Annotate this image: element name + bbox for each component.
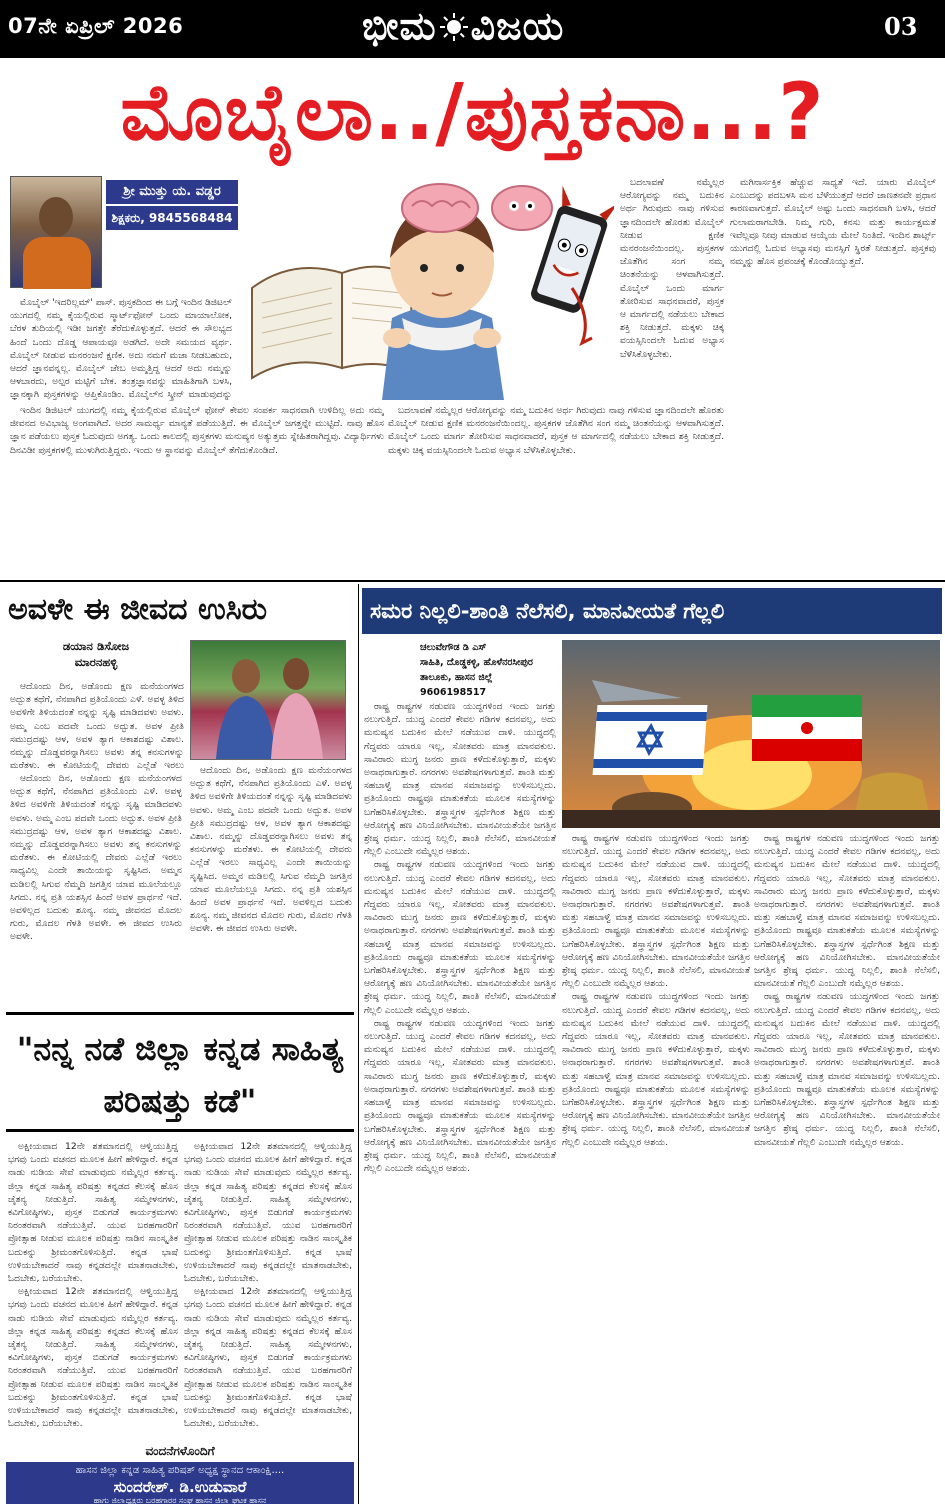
author-role: ಶಿಕ್ಷಕರು, 9845568484 — [106, 206, 238, 230]
story-two-author: ಡಯಾನ ಡಿಸೋಜ — [62, 639, 130, 653]
story-two-headline: ಅವಳೇ ಈ ಜೀವದ ಉಸಿರು — [8, 592, 268, 627]
story-three-col-a: ರಾಷ್ಟ್ರ ರಾಷ್ಟ್ರಗಳ ನಡುವಣ ಯುದ್ಧಗಳಿಂದ ಇಂದು ಜಗತ್ತು ನಲುಗುತ್ತಿದೆ. ಯುದ್ಧ ಎಂದರೆ ಕೇವಲ ಗಡಿಗಳ ಕದನವಲ್ಲ, ಅದು ಮನುಷ್ಯನ ಬದುಕಿನ ಮೇಲೆ ನಡೆಯುವ ದಾಳಿ. ಯುದ್ಧದಲ್ಲಿ ಗೆದ್ದವರು ಯಾರೂ ಇಲ್ಲ, ಸೋತವರು ಮಾತ್ರ ಮಾನವಕುಲ. ಸಾವಿರಾರು ಮುಗ್ಧ ಜನರು ಪ್ರಾಣ ಕಳೆದುಕೊಳ್ಳುತ್ತಾರೆ, ಮಕ್ಕಳು ಅನಾಥರಾಗುತ್ತಾರೆ. ನಗರಗಳು ಅವಶೇಷಗಳಾಗುತ್ತವೆ. ಶಾಂತಿ ಮತ್ತು ಸಹಬಾಳ್ವೆ ಮಾತ್ರ ಮಾನವ ಸಮಾಜವನ್ನು ಉಳಿಸಬಲ್ಲದು. ಪ್ರತಿಯೊಂದು ರಾಷ್ಟ್ರವೂ ಮಾತುಕತೆಯ ಮೂಲಕ ಸಮಸ್ಯೆಗಳನ್ನು ಬಗೆಹರಿಸಿಕೊಳ್ಳಬೇಕು. ಶಸ್ತ್ರಾಸ್ತ್ರಗಳ ಸ್ಪರ್ಧೆಗಿಂತ ಶಿಕ್ಷಣ ಮತ್ತು ಆರೋಗ್ಯಕ್ಕೆ ಹಣ ವಿನಿಯೋಗಿಸಬೇಕು. ಮಾನವೀಯತೆಯೇ ಜಗತ್ತಿನ ಶ್ರೇಷ್ಠ ಧರ್ಮ. ಯುದ್ಧ ನಿಲ್ಲಲಿ, ಶಾಂತಿ ನೆಲೆಸಲಿ, ಮಾನವೀಯತೆ ಗೆಲ್ಲಲಿ ಎಂಬುದೇ ನಮ್ಮೆಲ್ಲರ ಆಶಯ. ರಾಷ್ಟ್ರ ರಾಷ್ಟ್ರಗಳ ನಡುವಣ ಯುದ್ಧಗಳಿಂದ ಇಂದು ಜಗತ್ತು ನಲುಗುತ್ತಿದೆ. ಯುದ್ಧ ಎಂದರೆ ಕೇವಲ ಗಡಿಗಳ ಕದನವಲ್ಲ, ಅದು ಮನುಷ್ಯನ ಬದುಕಿನ ಮೇಲೆ ನಡೆಯುವ ದಾಳಿ. ಯುದ್ಧದಲ್ಲಿ ಗೆದ್ದವರು ಯಾರೂ ಇಲ್ಲ, ಸೋತವರು ಮಾತ್ರ ಮಾನವಕುಲ. ಸಾವಿರಾರು ಮುಗ್ಧ ಜನರು ಪ್ರಾಣ ಕಳೆದುಕೊಳ್ಳುತ್ತಾರೆ, ಮಕ್ಕಳು ಅನಾಥರಾಗುತ್ತಾರೆ. ನಗರಗಳು ಅವಶೇಷಗಳಾಗುತ್ತವೆ. ಶಾಂತಿ ಮತ್ತು ಸಹಬಾಳ್ವೆ ಮಾತ್ರ ಮಾನವ ಸಮಾಜವನ್ನು ಉಳಿಸಬಲ್ಲದು. ಪ್ರತಿಯೊಂದು ರಾಷ್ಟ್ರವೂ ಮಾತುಕತೆಯ ಮೂಲಕ ಸಮಸ್ಯೆಗಳನ್ನು ಬಗೆಹರಿಸಿಕೊಳ್ಳಬೇಕು. ಶಸ್ತ್ರಾಸ್ತ್ರಗಳ ಸ್ಪರ್ಧೆಗಿಂತ ಶಿಕ್ಷಣ ಮತ್ತು ಆರೋಗ್ಯಕ್ಕೆ ಹಣ ವಿನಿಯೋಗಿಸಬೇಕು. ಮಾನವೀಯತೆಯೇ ಜಗತ್ತಿನ ಶ್ರೇಷ್ಠ ಧರ್ಮ. ಯುದ್ಧ ನಿಲ್ಲಲಿ, ಶಾಂತಿ ನೆಲೆಸಲಿ, ಮಾನವೀಯತೆ ಗೆಲ್ಲಲಿ ಎಂಬುದೇ ನಮ್ಮೆಲ್ಲರ ಆಶಯ. ರಾಷ್ಟ್ರ ರಾಷ್ಟ್ರಗಳ ನಡುವಣ ಯುದ್ಧಗಳಿಂದ ಇಂದು ಜಗತ್ತು ನಲುಗುತ್ತಿದೆ. ಯುದ್ಧ ಎಂದರೆ ಕೇವಲ ಗಡಿಗಳ ಕದನವಲ್ಲ, ಅದು ಮನುಷ್ಯನ ಬದುಕಿನ ಮೇಲೆ ನಡೆಯುವ ದಾಳಿ. ಯುದ್ಧದಲ್ಲಿ ಗೆದ್ದವರು ಯಾರೂ ಇಲ್ಲ, ಸೋತವರು ಮಾತ್ರ ಮಾನವಕುಲ. ಸಾವಿರಾರು ಮುಗ್ಧ ಜನರು ಪ್ರಾಣ ಕಳೆದುಕೊಳ್ಳುತ್ತಾರೆ, ಮಕ್ಕಳು ಅನಾಥರಾಗುತ್ತಾರೆ. ನಗರಗಳು ಅವಶೇಷಗಳಾಗುತ್ತವೆ. ಶಾಂತಿ ಮತ್ತು ಸಹಬಾಳ್ವೆ ಮಾತ್ರ ಮಾನವ ಸಮಾಜವನ್ನು ಉಳಿಸಬಲ್ಲದು. ಪ್ರತಿಯೊಂದು ರಾಷ್ಟ್ರವೂ ಮಾತುಕತೆಯ ಮೂಲಕ ಸಮಸ್ಯೆಗಳನ್ನು ಬಗೆಹರಿಸಿಕೊಳ್ಳಬೇಕು. ಶಸ್ತ್ರಾಸ್ತ್ರಗಳ ಸ್ಪರ್ಧೆಗಿಂತ ಶಿಕ್ಷಣ ಮತ್ತು ಆರೋಗ್ಯಕ್ಕೆ ಹಣ ವಿನಿಯೋಗಿಸಬೇಕು. ಮಾನವೀಯತೆಯೇ ಜಗತ್ತಿನ ಶ್ರೇಷ್ಠ ಧರ್ಮ. ಯುದ್ಧ ನಿಲ್ಲಲಿ, ಶಾಂತಿ ನೆಲೆಸಲಿ, ಮಾನವೀಯತೆ ಗೆಲ್ಲಲಿ ಎಂಬುದೇ ನಮ್ಮೆಲ್ಲರ ಆಶಯ. — [364, 701, 556, 1175]
story-three-col-c: ರಾಷ್ಟ್ರ ರಾಷ್ಟ್ರಗಳ ನಡುವಣ ಯುದ್ಧಗಳಿಂದ ಇಂದು ಜಗತ್ತು ನಲುಗುತ್ತಿದೆ. ಯುದ್ಧ ಎಂದರೆ ಕೇವಲ ಗಡಿಗಳ ಕದನವಲ್ಲ, ಅದು ಮನುಷ್ಯನ ಬದುಕಿನ ಮೇಲೆ ನಡೆಯುವ ದಾಳಿ. ಯುದ್ಧದಲ್ಲಿ ಗೆದ್ದವರು ಯಾರೂ ಇಲ್ಲ, ಸೋತವರು ಮಾತ್ರ ಮಾನವಕುಲ. ಸಾವಿರಾರು ಮುಗ್ಧ ಜನರು ಪ್ರಾಣ ಕಳೆದುಕೊಳ್ಳುತ್ತಾರೆ, ಮಕ್ಕಳು ಅನಾಥರಾಗುತ್ತಾರೆ. ನಗರಗಳು ಅವಶೇಷಗಳಾಗುತ್ತವೆ. ಶಾಂತಿ ಮತ್ತು ಸಹಬಾಳ್ವೆ ಮಾತ್ರ ಮಾನವ ಸಮಾಜವನ್ನು ಉಳಿಸಬಲ್ಲದು. ಪ್ರತಿಯೊಂದು ರಾಷ್ಟ್ರವೂ ಮಾತುಕತೆಯ ಮೂಲಕ ಸಮಸ್ಯೆಗಳನ್ನು ಬಗೆಹರಿಸಿಕೊಳ್ಳಬೇಕು. ಶಸ್ತ್ರಾಸ್ತ್ರಗಳ ಸ್ಪರ್ಧೆಗಿಂತ ಶಿಕ್ಷಣ ಮತ್ತು ಆರೋಗ್ಯಕ್ಕೆ ಹಣ ವಿನಿಯೋಗಿಸಬೇಕು. ಮಾನವೀಯತೆಯೇ ಜಗತ್ತಿನ ಶ್ರೇಷ್ಠ ಧರ್ಮ. ಯುದ್ಧ ನಿಲ್ಲಲಿ, ಶಾಂತಿ ನೆಲೆಸಲಿ, ಮಾನವೀಯತೆ ಗೆಲ್ಲಲಿ ಎಂಬುದೇ ನಮ್ಮೆಲ್ಲರ ಆಶಯ. ರಾಷ್ಟ್ರ ರಾಷ್ಟ್ರಗಳ ನಡುವಣ ಯುದ್ಧಗಳಿಂದ ಇಂದು ಜಗತ್ತು ನಲುಗುತ್ತಿದೆ. ಯುದ್ಧ ಎಂದರೆ ಕೇವಲ ಗಡಿಗಳ ಕದನವಲ್ಲ, ಅದು ಮನುಷ್ಯನ ಬದುಕಿನ ಮೇಲೆ ನಡೆಯುವ ದಾಳಿ. ಯುದ್ಧದಲ್ಲಿ ಗೆದ್ದವರು ಯಾರೂ ಇಲ್ಲ, ಸೋತವರು ಮಾತ್ರ ಮಾನವಕುಲ. ಸಾವಿರಾರು ಮುಗ್ಧ ಜನರು ಪ್ರಾಣ ಕಳೆದುಕೊಳ್ಳುತ್ತಾರೆ, ಮಕ್ಕಳು ಅನಾಥರಾಗುತ್ತಾರೆ. ನಗರಗಳು ಅವಶೇಷಗಳಾಗುತ್ತವೆ. ಶಾಂತಿ ಮತ್ತು ಸಹಬಾಳ್ವೆ ಮಾತ್ರ ಮಾನವ ಸಮಾಜವನ್ನು ಉಳಿಸಬಲ್ಲದು. ಪ್ರತಿಯೊಂದು ರಾಷ್ಟ್ರವೂ ಮಾತುಕತೆಯ ಮೂಲಕ ಸಮಸ್ಯೆಗಳನ್ನು ಬಗೆಹರಿಸಿಕೊಳ್ಳಬೇಕು. ಶಸ್ತ್ರಾಸ್ತ್ರಗಳ ಸ್ಪರ್ಧೆಗಿಂತ ಶಿಕ್ಷಣ ಮತ್ತು ಆರೋಗ್ಯಕ್ಕೆ ಹಣ ವಿನಿಯೋಗಿಸಬೇಕು. ಮಾನವೀಯತೆಯೇ ಜಗತ್ತಿನ ಶ್ರೇಷ್ಠ ಧರ್ಮ. ಯುದ್ಧ ನಿಲ್ಲಲಿ, ಶಾಂತಿ ನೆಲೆಸಲಿ, ಮಾನವೀಯತೆ ಗೆಲ್ಲಲಿ ಎಂಬುದೇ ನಮ್ಮೆಲ್ಲರ ಆಶಯ. — [754, 833, 940, 1148]
story-four-footer — [6, 1462, 354, 1504]
footer-name: ಸುಂದರೇಶ್. ಡಿ.ಉಡುವಾರೆ — [113, 1478, 247, 1496]
lead-col-1: ಮೊಬೈಲ್ 'ಇದರಿಲ್ಲಮ್' ಪಾಸ್. ಪುಸ್ತಕದಿಂದ ಈ ಬಗ್ಗೆ ಇಂದಿನ ಡಿಜಿಟಲ್ ಯುಗದಲ್ಲಿ ನಮ್ಮ ಕೈಯಲ್ಲಿರುವ ಸ್ಮಾರ್ಟ್‌ಫೋನ್ ಒಂದು ಮಾಯಾಲೋಕ, ಬೆರಳ ತುದಿಯಲ್ಲಿ ಇಡೀ ಜಗತ್ತೇ ತೆರೆದುಕೊಳ್ಳುತ್ತದೆ. ಆದರೆ ಈ ಸೌಲಭ್ಯದ ಹಿಂದೆ ಒಂದು ದೊಡ್ಡ ಆಪಾಯವೂ ಅಡಗಿದೆ. ಅದೇ ಸಮಯದ ವ್ಯರ್ಥ. ಮೊಬೈಲ್ ನೀಡುವ ಮನರಂಜನೆ ಕ್ಷಣಿಕ. ಅದು ನಮಗೆ ಮಜಾ ನೀಡಬಹುದು, ಆದರೆ ಜ್ಞಾನವನ್ನಲ್ಲ. ಮೊಬೈಲ್ ಜೇಬ ಅಮ್ಮತ್ತಿದ್ದ ಆದರೆ ಅದು ನಮ್ಮನ್ನು ಆಳಬಾರದು, ಅಲ್ಪರ ಮಟ್ಟಿಗೆ ಬೇಕ. ತಂತ್ರಜ್ಞಾನವನ್ನು ಮಾಹಿತಿಗಾಗಿ ಬಳಸಿ, ಜ್ಞಾನಕ್ಕಾಗಿ ಪುಸ್ತಕಗಳನ್ನು ಆಪ್ತಿಕೊಂಡಿಂ. ಮೊಬೈಲ್‌ನ ಸ್ಕ್ರೀನ್ ಮಾಡುವುದನ್ನು — [10, 297, 232, 401]
lead-col-2: ಬದಲಾವಣೆ ನಮ್ಮೆಲ್ಲರ ಆರೋಗ್ಯವನ್ನು ನಮ್ಮ ಬದುಕಿನ ಅರ್ಥ ಗಿರುವುದು ನಾವು ಗಳಿಸುವ ಜ್ಞಾನದಿಂದಲೇ ಹೊರತು ಮೊಬೈಲ್ ನೀಡುವ ಕ್ಷಣಿಕ ಮನರಂಜನೆಯಿಂದಲ್ಲ. ಪುಸ್ತಕಗಳ ಜೊತೆಗಿನ ಸಂಗ ನಮ್ಮ ಚಿಂತನೆಯನ್ನು ಆಳವಾಗಿಸುತ್ತದೆ. ಮೊಬೈಲ್ ಒಂದು ಮಾರ್ಗ ತೋರಿಸುವ ಸಾಧನವಾದರೆ, ಪುಸ್ತಕ ಆ ಮಾರ್ಗದಲ್ಲಿ ನಡೆಯಲು ಬೇಕಾದ ಶಕ್ತಿ ನೀಡುತ್ತದೆ. ಮಕ್ಕಳು ಚಿಕ್ಕ ವಯಸ್ಸಿನಿಂದಲೇ ಓದುವ ಅಭ್ಯಾಸ ಬೆಳೆಸಿಕೊಳ್ಳಬೇಕು. — [388, 405, 724, 456]
lead-col-1b: ಇಂದಿನ ಡಿಜಿಟಲ್ ಯುಗದಲ್ಲಿ ನಮ್ಮ ಕೈಯಲ್ಲಿರುವ ಮೊಬೈಲ್ ಫೋನ್ ಕೇವಲ ಸಂಪರ್ಕ ಸಾಧನವಾಗಿ ಉಳಿದಿಲ್ಲ ಅದು ನಮ್ಮ ಜೀವನದ ಅವಿಭಾಜ್ಯ ಅಂಗವಾಗಿದೆ. ಅದರ ಸಾಮರ್ಥ್ಯ ಮಾನ್ಯತೆ ಪಡೆಯುತ್ತಿದೆ. ಈ ಮೊಬೈಲ್ ಜಗತ್ತನ್ನೇ ಮುಟ್ಟಿದೆ. ನಾವು ಹೊಸ ಜ್ಞಾನ ಪಡೆಯಲು ಪುಸ್ತಕ ಓದುವುದು ಅಗತ್ಯ. ಒಂದು ಕಾಲದಲ್ಲಿ ಪುಸ್ತಕಗಳು ಮನುಷ್ಯನ ಅತ್ಯುತ್ತಮ ಸ್ನೇಹಿತರಾಗಿದ್ದವು. ವಿದ್ಯಾರ್ಥಿಗಳು ದಿನವಿಡೀ ಪುಸ್ತಕಗಳಲ್ಲಿ ಮುಳುಗಿರುತ್ತಿದ್ದರು. ಇಂದು ಆ ಸ್ಥಾನವನ್ನು ಮೊಬೈಲ್ ತೆಗೆದುಕೊಂಡಿದೆ. — [10, 405, 384, 456]
story-four-col-b: ಅಕ್ಷೀಯವಾದ 12ನೇ ಶತಮಾನದಲ್ಲಿ ಆಳ್ವಿಯುತ್ತಿದ್ದ ಭಗವು ಒಂದು ವಚನದ ಮೂಲಕ ಹೀಗೆ ಹೇಳಿದ್ದಾರೆ. ಕನ್ನಡ ನಾಡು ನುಡಿಯ ಸೇವೆ ಮಾಡುವುದು ನಮ್ಮೆಲ್ಲರ ಕರ್ತವ್ಯ. ಜಿಲ್ಲಾ ಕನ್ನಡ ಸಾಹಿತ್ಯ ಪರಿಷತ್ತು ಕನ್ನಡದ ಕೆಲಸಕ್ಕೆ ಹೊಸ ಚೈತನ್ಯ ನೀಡುತ್ತಿದೆ. ಸಾಹಿತ್ಯ ಸಮ್ಮೇಳನಗಳು, ಕವಿಗೋಷ್ಠಿಗಳು, ಪುಸ್ತಕ ಬಿಡುಗಡೆ ಕಾರ್ಯಕ್ರಮಗಳು ನಿರಂತರವಾಗಿ ನಡೆಯುತ್ತಿವೆ. ಯುವ ಬರಹಗಾರರಿಗೆ ಪ್ರೋತ್ಸಾಹ ನೀಡುವ ಮೂಲಕ ಪರಿಷತ್ತು ನಾಡಿನ ಸಾಂಸ್ಕೃತಿಕ ಬದುಕನ್ನು ಶ್ರೀಮಂತಗೊಳಿಸುತ್ತಿದೆ. ಕನ್ನಡ ಭಾಷೆ ಉಳಿಯಬೇಕಾದರೆ ನಾವು ಕನ್ನಡದಲ್ಲೇ ಮಾತನಾಡಬೇಕು, ಓದಬೇಕು, ಬರೆಯಬೇಕು. ಅಕ್ಷೀಯವಾದ 12ನೇ ಶತಮಾನದಲ್ಲಿ ಆಳ್ವಿಯುತ್ತಿದ್ದ ಭಗವು ಒಂದು ವಚನದ ಮೂಲಕ ಹೀಗೆ ಹೇಳಿದ್ದಾರೆ. ಕನ್ನಡ ನಾಡು ನುಡಿಯ ಸೇವೆ ಮಾಡುವುದು ನಮ್ಮೆಲ್ಲರ ಕರ್ತವ್ಯ. ಜಿಲ್ಲಾ ಕನ್ನಡ ಸಾಹಿತ್ಯ ಪರಿಷತ್ತು ಕನ್ನಡದ ಕೆಲಸಕ್ಕೆ ಹೊಸ ಚೈತನ್ಯ ನೀಡುತ್ತಿದೆ. ಸಾಹಿತ್ಯ ಸಮ್ಮೇಳನಗಳು, ಕವಿಗೋಷ್ಠಿಗಳು, ಪುಸ್ತಕ ಬಿಡುಗಡೆ ಕಾರ್ಯಕ್ರಮಗಳು ನಿರಂತರವಾಗಿ ನಡೆಯುತ್ತಿವೆ. ಯುವ ಬರಹಗಾರರಿಗೆ ಪ್ರೋತ್ಸಾಹ ನೀಡುವ ಮೂಲಕ ಪರಿಷತ್ತು ನಾಡಿನ ಸಾಂಸ್ಕೃತಿಕ ಬದುಕನ್ನು ಶ್ರೀಮಂತಗೊಳಿಸುತ್ತಿದೆ. ಕನ್ನಡ ಭಾಷೆ ಉಳಿಯಬೇಕಾದರೆ ನಾವು ಕನ್ನಡದಲ್ಲೇ ಮಾತನಾಡಬೇಕು, ಓದಬೇಕು, ಬರೆಯಬೇಕು. — [184, 1141, 352, 1430]
story-three-place: ಸಾಹಿತಿ, ದೊಡ್ಡಕಳ್ಳಿ, ಹೊಳೆನರಸೀಪುರ — [420, 657, 533, 668]
story-three-headline: ಸಮರ ನಿಲ್ಲಲಿ-ಶಾಂತಿ ನೆಲೆಸಲಿ, ಮಾನವೀಯತೆ ಗೆಲ್ಲಲಿ — [362, 588, 942, 634]
story-three-phone: 9606198517 — [420, 687, 487, 698]
footer-line-3: ಹಾಗು ಜಿಲ್ಲಾಧ್ಯಕ್ಷರು ಬರಹಗಾರರ ಸಂಘ ಹಾಸನ ಜಿಲ್ಲಾ ಘಟಕ ಹಾಸನ — [93, 1496, 267, 1505]
story-two-byline — [10, 638, 182, 670]
story-four-headline: "ನನ್ನ ನಡೆ ಜಿಲ್ಲಾ ಕನ್ನಡ ಸಾಹಿತ್ಯ ಪರಿಷತ್ತು ಕಡೆ" — [6, 1012, 354, 1132]
newspaper-name — [362, 4, 564, 51]
newspaper-name-right: ವಿಜಯ — [470, 4, 565, 48]
boy-reading-illustration — [232, 168, 614, 400]
story-four-sign-off: ವಂದನೆಗಳೊಂದಿಗೆ — [145, 1444, 215, 1458]
story-four-col-a: ಅಕ್ಷೀಯವಾದ 12ನೇ ಶತಮಾನದಲ್ಲಿ ಆಳ್ವಿಯುತ್ತಿದ್ದ ಭಗವು ಒಂದು ವಚನದ ಮೂಲಕ ಹೀಗೆ ಹೇಳಿದ್ದಾರೆ. ಕನ್ನಡ ನಾಡು ನುಡಿಯ ಸೇವೆ ಮಾಡುವುದು ನಮ್ಮೆಲ್ಲರ ಕರ್ತವ್ಯ. ಜಿಲ್ಲಾ ಕನ್ನಡ ಸಾಹಿತ್ಯ ಪರಿಷತ್ತು ಕನ್ನಡದ ಕೆಲಸಕ್ಕೆ ಹೊಸ ಚೈತನ್ಯ ನೀಡುತ್ತಿದೆ. ಸಾಹಿತ್ಯ ಸಮ್ಮೇಳನಗಳು, ಕವಿಗೋಷ್ಠಿಗಳು, ಪುಸ್ತಕ ಬಿಡುಗಡೆ ಕಾರ್ಯಕ್ರಮಗಳು ನಿರಂತರವಾಗಿ ನಡೆಯುತ್ತಿವೆ. ಯುವ ಬರಹಗಾರರಿಗೆ ಪ್ರೋತ್ಸಾಹ ನೀಡುವ ಮೂಲಕ ಪರಿಷತ್ತು ನಾಡಿನ ಸಾಂಸ್ಕೃತಿಕ ಬದುಕನ್ನು ಶ್ರೀಮಂತಗೊಳಿಸುತ್ತಿದೆ. ಕನ್ನಡ ಭಾಷೆ ಉಳಿಯಬೇಕಾದರೆ ನಾವು ಕನ್ನಡದಲ್ಲೇ ಮಾತನಾಡಬೇಕು, ಓದಬೇಕು, ಬರೆಯಬೇಕು. ಅಕ್ಷೀಯವಾದ 12ನೇ ಶತಮಾನದಲ್ಲಿ ಆಳ್ವಿಯುತ್ತಿದ್ದ ಭಗವು ಒಂದು ವಚನದ ಮೂಲಕ ಹೀಗೆ ಹೇಳಿದ್ದಾರೆ. ಕನ್ನಡ ನಾಡು ನುಡಿಯ ಸೇವೆ ಮಾಡುವುದು ನಮ್ಮೆಲ್ಲರ ಕರ್ತವ್ಯ. ಜಿಲ್ಲಾ ಕನ್ನಡ ಸಾಹಿತ್ಯ ಪರಿಷತ್ತು ಕನ್ನಡದ ಕೆಲಸಕ್ಕೆ ಹೊಸ ಚೈತನ್ಯ ನೀಡುತ್ತಿದೆ. ಸಾಹಿತ್ಯ ಸಮ್ಮೇಳನಗಳು, ಕವಿಗೋಷ್ಠಿಗಳು, ಪುಸ್ತಕ ಬಿಡುಗಡೆ ಕಾರ್ಯಕ್ರಮಗಳು ನಿರಂತರವಾಗಿ ನಡೆಯುತ್ತಿವೆ. ಯುವ ಬರಹಗಾರರಿಗೆ ಪ್ರೋತ್ಸಾಹ ನೀಡುವ ಮೂಲಕ ಪರಿಷತ್ತು ನಾಡಿನ ಸಾಂಸ್ಕೃತಿಕ ಬದುಕನ್ನು ಶ್ರೀಮಂತಗೊಳಿಸುತ್ತಿದೆ. ಕನ್ನಡ ಭಾಷೆ ಉಳಿಯಬೇಕಾದರೆ ನಾವು ಕನ್ನಡದಲ್ಲೇ ಮಾತನಾಡಬೇಕು, ಓದಬೇಕು, ಬರೆಯಬೇಕು. — [8, 1141, 178, 1430]
story-three-district: ತಾಲೂಕು, ಹಾಸನ ಜಿಲ್ಲೆ — [420, 672, 493, 683]
story-three-col-b: ರಾಷ್ಟ್ರ ರಾಷ್ಟ್ರಗಳ ನಡುವಣ ಯುದ್ಧಗಳಿಂದ ಇಂದು ಜಗತ್ತು ನಲುಗುತ್ತಿದೆ. ಯುದ್ಧ ಎಂದರೆ ಕೇವಲ ಗಡಿಗಳ ಕದನವಲ್ಲ, ಅದು ಮನುಷ್ಯನ ಬದುಕಿನ ಮೇಲೆ ನಡೆಯುವ ದಾಳಿ. ಯುದ್ಧದಲ್ಲಿ ಗೆದ್ದವರು ಯಾರೂ ಇಲ್ಲ, ಸೋತವರು ಮಾತ್ರ ಮಾನವಕುಲ. ಸಾವಿರಾರು ಮುಗ್ಧ ಜನರು ಪ್ರಾಣ ಕಳೆದುಕೊಳ್ಳುತ್ತಾರೆ, ಮಕ್ಕಳು ಅನಾಥರಾಗುತ್ತಾರೆ. ನಗರಗಳು ಅವಶೇಷಗಳಾಗುತ್ತವೆ. ಶಾಂತಿ ಮತ್ತು ಸಹಬಾಳ್ವೆ ಮಾತ್ರ ಮಾನವ ಸಮಾಜವನ್ನು ಉಳಿಸಬಲ್ಲದು. ಪ್ರತಿಯೊಂದು ರಾಷ್ಟ್ರವೂ ಮಾತುಕತೆಯ ಮೂಲಕ ಸಮಸ್ಯೆಗಳನ್ನು ಬಗೆಹರಿಸಿಕೊಳ್ಳಬೇಕು. ಶಸ್ತ್ರಾಸ್ತ್ರಗಳ ಸ್ಪರ್ಧೆಗಿಂತ ಶಿಕ್ಷಣ ಮತ್ತು ಆರೋಗ್ಯಕ್ಕೆ ಹಣ ವಿನಿಯೋಗಿಸಬೇಕು. ಮಾನವೀಯತೆಯೇ ಜಗತ್ತಿನ ಶ್ರೇಷ್ಠ ಧರ್ಮ. ಯುದ್ಧ ನಿಲ್ಲಲಿ, ಶಾಂತಿ ನೆಲೆಸಲಿ, ಮಾನವೀಯತೆ ಗೆಲ್ಲಲಿ ಎಂಬುದೇ ನಮ್ಮೆಲ್ಲರ ಆಶಯ. ರಾಷ್ಟ್ರ ರಾಷ್ಟ್ರಗಳ ನಡುವಣ ಯುದ್ಧಗಳಿಂದ ಇಂದು ಜಗತ್ತು ನಲುಗುತ್ತಿದೆ. ಯುದ್ಧ ಎಂದರೆ ಕೇವಲ ಗಡಿಗಳ ಕದನವಲ್ಲ, ಅದು ಮನುಷ್ಯನ ಬದುಕಿನ ಮೇಲೆ ನಡೆಯುವ ದಾಳಿ. ಯುದ್ಧದಲ್ಲಿ ಗೆದ್ದವರು ಯಾರೂ ಇಲ್ಲ, ಸೋತವರು ಮಾತ್ರ ಮಾನವಕುಲ. ಸಾವಿರಾರು ಮುಗ್ಧ ಜನರು ಪ್ರಾಣ ಕಳೆದುಕೊಳ್ಳುತ್ತಾರೆ, ಮಕ್ಕಳು ಅನಾಥರಾಗುತ್ತಾರೆ. ನಗರಗಳು ಅವಶೇಷಗಳಾಗುತ್ತವೆ. ಶಾಂತಿ ಮತ್ತು ಸಹಬಾಳ್ವೆ ಮಾತ್ರ ಮಾನವ ಸಮಾಜವನ್ನು ಉಳಿಸಬಲ್ಲದು. ಪ್ರತಿಯೊಂದು ರಾಷ್ಟ್ರವೂ ಮಾತುಕತೆಯ ಮೂಲಕ ಸಮಸ್ಯೆಗಳನ್ನು ಬಗೆಹರಿಸಿಕೊಳ್ಳಬೇಕು. ಶಸ್ತ್ರಾಸ್ತ್ರಗಳ ಸ್ಪರ್ಧೆಗಿಂತ ಶಿಕ್ಷಣ ಮತ್ತು ಆರೋಗ್ಯಕ್ಕೆ ಹಣ ವಿನಿಯೋಗಿಸಬೇಕು. ಮಾನವೀಯತೆಯೇ ಜಗತ್ತಿನ ಶ್ರೇಷ್ಠ ಧರ್ಮ. ಯುದ್ಧ ನಿಲ್ಲಲಿ, ಶಾಂತಿ ನೆಲೆಸಲಿ, ಮಾನವೀಯತೆ ಗೆಲ್ಲಲಿ ಎಂಬುದೇ ನಮ್ಮೆಲ್ಲರ ಆಶಯ. — [562, 833, 750, 1148]
newspaper-name-left: ಭೀಮ — [362, 4, 437, 48]
author-name: ಶ್ರೀ ಮುತ್ತು ಯ. ವಡ್ಡರ — [106, 180, 238, 204]
story-two-col-b: ಆದೊಂದು ದಿನ, ಅಡೊಂದು ಕ್ಷಣ ಮನೆಯಂಗಳದ ಅದ್ಬುತ ಕಥೆಗೆ, ನೆನಪಾಗಿದ ಪ್ರತಿಯೊಂದು ಎಳೆ. ಅವಳ್ಳ ತಿಳಿದ ಅವಳಿಗೇ ತಿಳಿಯದಂತೆ ನನ್ನನ್ನು ಸೃಷ್ಟಿ ಮಾಡಿದವಳು ಅವಳು. ಅಮ್ಮ ಎಂಬ ಪದವೇ ಒಂದು ಅದ್ಭುತ. ಅವಳ ಪ್ರೀತಿ ಸಮುದ್ರದಷ್ಟು ಆಳ, ಅವಳ ತ್ಯಾಗ ಆಕಾಶದಷ್ಟು ವಿಶಾಲ. ನಮ್ಮನ್ನು ದೊಡ್ಡವರನ್ನಾಗಿಸಲು ಅವಳು ತನ್ನ ಕನಸುಗಳನ್ನು ಮರೆತಳು. ಈ ಕೋಟಿಯಲ್ಲಿ ದೇವರು ಎಲ್ಲೆಡೆ ಇರಲು ಸಾಧ್ಯವಿಲ್ಲ ಎಂದೇ ತಾಯಿಯನ್ನು ಸೃಷ್ಟಿಸಿದ. ಅಮ್ಮನ ಮಡಿಲಲ್ಲಿ ಸಿಗುವ ನೆಮ್ಮದಿ ಜಗತ್ತಿನ ಯಾವ ಮೂಲೆಯಲ್ಲೂ ಸಿಗದು. ನನ್ನ ಪ್ರತಿ ಯಶಸ್ಸಿನ ಹಿಂದೆ ಅವಳ ಪ್ರಾರ್ಥನೆ ಇದೆ. ಅವಳಿಲ್ಲದ ಬದುಕು ಶೂನ್ಯ. ನಮ್ಮ ಜೀವನದ ಮೊದಲ ಗುರು, ಮೊದಲ ಗೆಳತಿ ಅವಳೇ. ಈ ಜೀವದ ಉಸಿರು ಅವಳೇ. — [10, 773, 182, 943]
story-three-author: ಚಲುವೇಗೌಡ ಡಿ ಎಸ್ — [420, 642, 487, 653]
author-photo — [10, 176, 102, 288]
footer-line-1: ಹಾಸನ ಜಿಲ್ಲಾ ಕನ್ನಡ ಸಾಹಿತ್ಯ ಪರಿಷತ್ ಅಧ್ಯಕ್ಷ ಸ್ಥಾನದ ಆಕಾಂಕ್ಷಿ.... — [75, 1465, 285, 1476]
section-divider — [0, 580, 945, 582]
story-two-place: ಮಾರನಹಳ್ಳಿ — [74, 655, 118, 669]
page-number: 03 — [884, 12, 918, 41]
story-two-col-a: ಆದೊಂದು ದಿನ, ಅಡೊಂದು ಕ್ಷಣ ಮನೆಯಂಗಳದ ಅದ್ಬುತ ಕಥೆಗೆ, ನೆನಪಾಗಿದ ಪ್ರತಿಯೊಂದು ಎಳೆ. ಅವಳ್ಳ ತಿಳಿದ ಅವಳಿಗೇ ತಿಳಿಯದಂತೆ ನನ್ನನ್ನು ಸೃಷ್ಟಿ ಮಾಡಿದವಳು ಅವಳು. ಅಮ್ಮ ಎಂಬ ಪದವೇ ಒಂದು ಅದ್ಭುತ. ಅವಳ ಪ್ರೀತಿ ಸಮುದ್ರದಷ್ಟು ಆಳ, ಅವಳ ತ್ಯಾಗ ಆಕಾಶದಷ್ಟು ವಿಶಾಲ. ನಮ್ಮನ್ನು ದೊಡ್ಡವರನ್ನಾಗಿಸಲು ಅವಳು ತನ್ನ ಕನಸುಗಳನ್ನು ಮರೆತಳು. ಈ ಕೋಟಿಯಲ್ಲಿ ದೇವರು ಎಲ್ಲೆಡೆ ಇರಲು — [10, 681, 184, 772]
sun-logo-icon — [439, 7, 469, 51]
column-divider — [358, 584, 359, 1504]
lead-col-4: ಮಗಿನಾರ್ಸಕ್ತಿಕ ಹೆಚ್ಚುವ ಸಾಧ್ಯತೆ ಇದೆ. ಯಾರು ಮೊಬೈಲ್ ಎಂಬುದನ್ನು ಪದಬಳಸಿ ಮನ ಬೆಳೆಯುತ್ತದೆ ಆದರೆ ಜಾಣತನವೇ ಪ್ರಧಾನ ಕಾರಣವಾಗುತ್ತದೆ. ಮೊಬೈಲ್ ಅಷ್ಟು ಒಂದು ಸಾಧನವಾಗಿ ಬಳಸಿ, ಆದರೆ ಗುಲಾಮರಾಗಬೇಡಿ. ನಿಮ್ಮ ಗುರಿ, ಕನಸು ಮತ್ತು ಕಾರ್ಯಕ್ಷಮತೆ ಇವೆಲ್ಲವೂ ನೀವು ಮಾಡುವ ಆಯ್ಕೆಯ ಮೇಲೆ ನಿಂತಿದೆ. ಇಂದಿನ ಶಾರ್ಟ್ಸ್ ಯುಗದಲ್ಲಿ ಓದುವ ಅಭ್ಯಾಸವು ಮನಸ್ಸಿಗೆ ಸ್ಥಿರತೆ ನೀಡುತ್ತದೆ. ಪುಸ್ತಕವು ನಮ್ಮನ್ನು ಹೊಸ ಪ್ರಪಂಚಕ್ಕೆ ಕೊಂಡೊಯ್ಯುತ್ತದೆ. — [730, 177, 936, 268]
lead-col-3: ಬದಲಾವಣೆ ನಮ್ಮೆಲ್ಲರ ಆರೋಗ್ಯವನ್ನು ನಮ್ಮ ಬದುಕಿನ ಅರ್ಥ ಗಿರುವುದು ನಾವು ಗಳಿಸುವ ಜ್ಞಾನದಿಂದಲೇ ಹೊರತು ಮೊಬೈಲ್ ನೀಡುವ ಕ್ಷಣಿಕ ಮನರಂಜನೆಯಿಂದಲ್ಲ. ಪುಸ್ತಕಗಳ ಜೊತೆಗಿನ ಸಂಗ ನಮ್ಮ ಚಿಂತನೆಯನ್ನು ಆಳವಾಗಿಸುತ್ತದೆ. ಮೊಬೈಲ್ ಒಂದು ಮಾರ್ಗ ತೋರಿಸುವ ಸಾಧನವಾದರೆ, ಪುಸ್ತಕ ಆ ಮಾರ್ಗದಲ್ಲಿ ನಡೆಯಲು ಬೇಕಾದ ಶಕ್ತಿ ನೀಡುತ್ತದೆ. ಮಕ್ಕಳು ಚಿಕ್ಕ ವಯಸ್ಸಿನಿಂದಲೇ ಓದುವ ಅಭ್ಯಾಸ ಬೆಳೆಸಿಕೊಳ್ಳಬೇಕು. — [620, 177, 724, 360]
story-three-byline — [420, 640, 556, 700]
story-two-col-c: ಆದೊಂದು ದಿನ, ಅಡೊಂದು ಕ್ಷಣ ಮನೆಯಂಗಳದ ಅದ್ಬುತ ಕಥೆಗೆ, ನೆನಪಾಗಿದ ಪ್ರತಿಯೊಂದು ಎಳೆ. ಅವಳ್ಳ ತಿಳಿದ ಅವಳಿಗೇ ತಿಳಿಯದಂತೆ ನನ್ನನ್ನು ಸೃಷ್ಟಿ ಮಾಡಿದವಳು ಅವಳು. ಅಮ್ಮ ಎಂಬ ಪದವೇ ಒಂದು ಅದ್ಭುತ. ಅವಳ ಪ್ರೀತಿ ಸಮುದ್ರದಷ್ಟು ಆಳ, ಅವಳ ತ್ಯಾಗ ಆಕಾಶದಷ್ಟು ವಿಶಾಲ. ನಮ್ಮನ್ನು ದೊಡ್ಡವರನ್ನಾಗಿಸಲು ಅವಳು ತನ್ನ ಕನಸುಗಳನ್ನು ಮರೆತಳು. ಈ ಕೋಟಿಯಲ್ಲಿ ದೇವರು ಎಲ್ಲೆಡೆ ಇರಲು ಸಾಧ್ಯವಿಲ್ಲ ಎಂದೇ ತಾಯಿಯನ್ನು ಸೃಷ್ಟಿಸಿದ. ಅಮ್ಮನ ಮಡಿಲಲ್ಲಿ ಸಿಗುವ ನೆಮ್ಮದಿ ಜಗತ್ತಿನ ಯಾವ ಮೂಲೆಯಲ್ಲೂ ಸಿಗದು. ನನ್ನ ಪ್ರತಿ ಯಶಸ್ಸಿನ ಹಿಂದೆ ಅವಳ ಪ್ರಾರ್ಥನೆ ಇದೆ. ಅವಳಿಲ್ಲದ ಬದುಕು ಶೂನ್ಯ. ನಮ್ಮ ಜೀವನದ ಮೊದಲ ಗುರು, ಮೊದಲ ಗೆಳತಿ ಅವಳೇ. ಈ ಜೀವದ ಉಸಿರು ಅವಳೇ. — [190, 765, 352, 935]
war-peace-photo — [562, 640, 940, 828]
mother-daughter-photo — [190, 640, 346, 760]
issue-date: 07ನೇ ಏಪ್ರಿಲ್ 2026 — [8, 14, 184, 38]
lead-headline: ಮೊಬೈಲಾ../ಪುಸ್ತಕನಾ...? — [120, 68, 825, 158]
masthead — [0, 0, 945, 58]
